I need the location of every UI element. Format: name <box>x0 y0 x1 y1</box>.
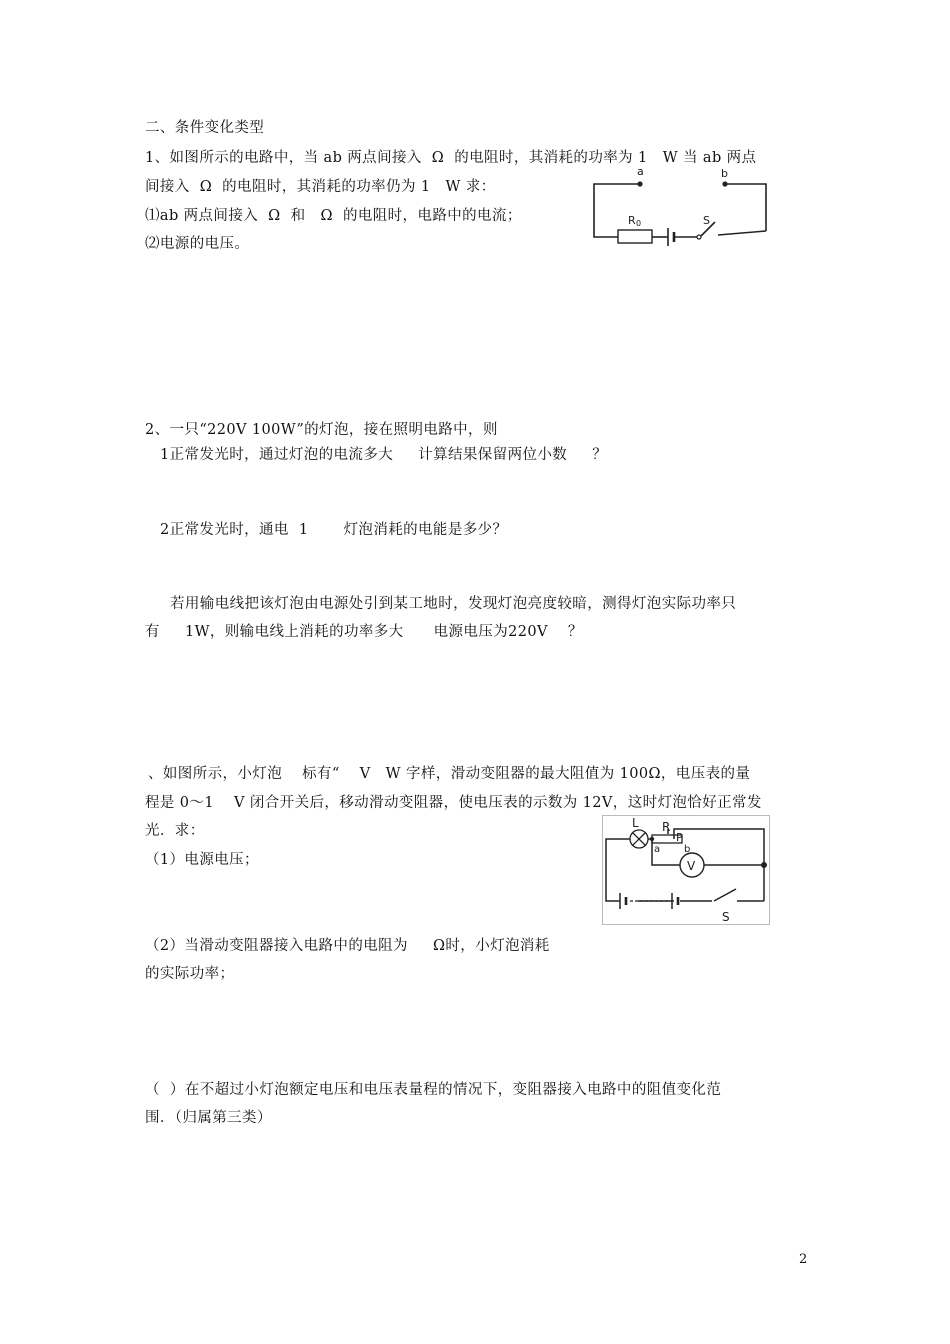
q2-part1: 1正常发光时，通过灯泡的电流多大 计算结果保留两位小数 ？ <box>160 447 608 463</box>
label-l: L <box>632 816 639 830</box>
q1-line3: ⑴ab 两点间接入 Ω 和 Ω 的电阻时，电路中的电流； <box>145 208 522 224</box>
q2-part2: 2正常发光时，通电 1 灯泡消耗的电能是多少？ <box>160 522 508 538</box>
q3-part3-line1: （ ）在不超过小灯泡额定电压和电压表量程的情况下，变阻器接入电路中的阻值变化范 <box>145 1082 722 1098</box>
resistor-r0 <box>618 230 652 243</box>
junction-left <box>650 837 654 841</box>
q2-line1: 2、一只“220V 100W”的灯泡，接在照明电路中，则 <box>145 422 498 438</box>
q1-line1: 1、如图所示的电路中，当 ab 两点间接入 Ω 的电阻时，其消耗的功率为 1 W 当 ab 两点 <box>145 150 757 166</box>
q3-part3-line2: 围．（归属第三类） <box>145 1110 272 1126</box>
wire-right <box>725 184 766 231</box>
section-heading: 二、条件变化类型 <box>145 120 265 136</box>
switch-pivot <box>697 235 701 239</box>
q3-line3: 光．求： <box>145 823 205 839</box>
q3-line1: 、如图所示，小灯泡 标有“ V W 字样，滑动变阻器的最大阻值为 100Ω，电压表的量 <box>148 766 751 782</box>
terminal-b <box>722 181 727 186</box>
switch-lever <box>714 889 736 901</box>
label-b: b <box>684 844 691 855</box>
terminal-a <box>637 181 642 186</box>
wire-left <box>594 184 640 237</box>
q2-part3-line2: 有 1W，则输电线上消耗的功率多大 电源电压为220V ？ <box>145 624 583 640</box>
label-r: R <box>662 820 671 834</box>
lamp <box>630 830 648 848</box>
page-number: 2 <box>799 1252 808 1267</box>
junction-right <box>761 862 767 868</box>
label-v: V <box>687 859 696 873</box>
label-a: a <box>654 844 661 855</box>
label-a: a <box>637 165 644 178</box>
q3-circuit-diagram <box>602 815 770 925</box>
label-s: S <box>703 214 710 227</box>
q3-part2-line1: （2）当滑动变阻器接入电路中的电阻为 Ω时，小灯泡消耗 <box>145 938 550 954</box>
label-p: P <box>676 831 683 844</box>
label-r0-subscript: 0 <box>636 219 642 228</box>
label-s: S <box>722 910 730 924</box>
q3-part1: （1）电源电压； <box>145 852 259 868</box>
q3-line2: 程是 0～1 V 闭合开关后，移动滑动变阻器，使电压表的示数为 12V，这时灯泡恰好正常发 <box>145 795 762 811</box>
q1-line2: 间接入 Ω 的电阻时，其消耗的功率仍为 1 W 求： <box>145 179 496 195</box>
q1-circuit-diagram <box>588 164 774 246</box>
label-b: b <box>721 167 728 180</box>
q2-part3-line1: 若用输电线把该灯泡由电源处引到某工地时，发现灯泡亮度较暗，测得灯泡实际功率只 <box>170 596 737 612</box>
q3-part2-line2: 的实际功率； <box>145 966 235 982</box>
q1-line4: ⑵电源的电压。 <box>145 236 250 252</box>
label-r0: R <box>628 214 636 227</box>
